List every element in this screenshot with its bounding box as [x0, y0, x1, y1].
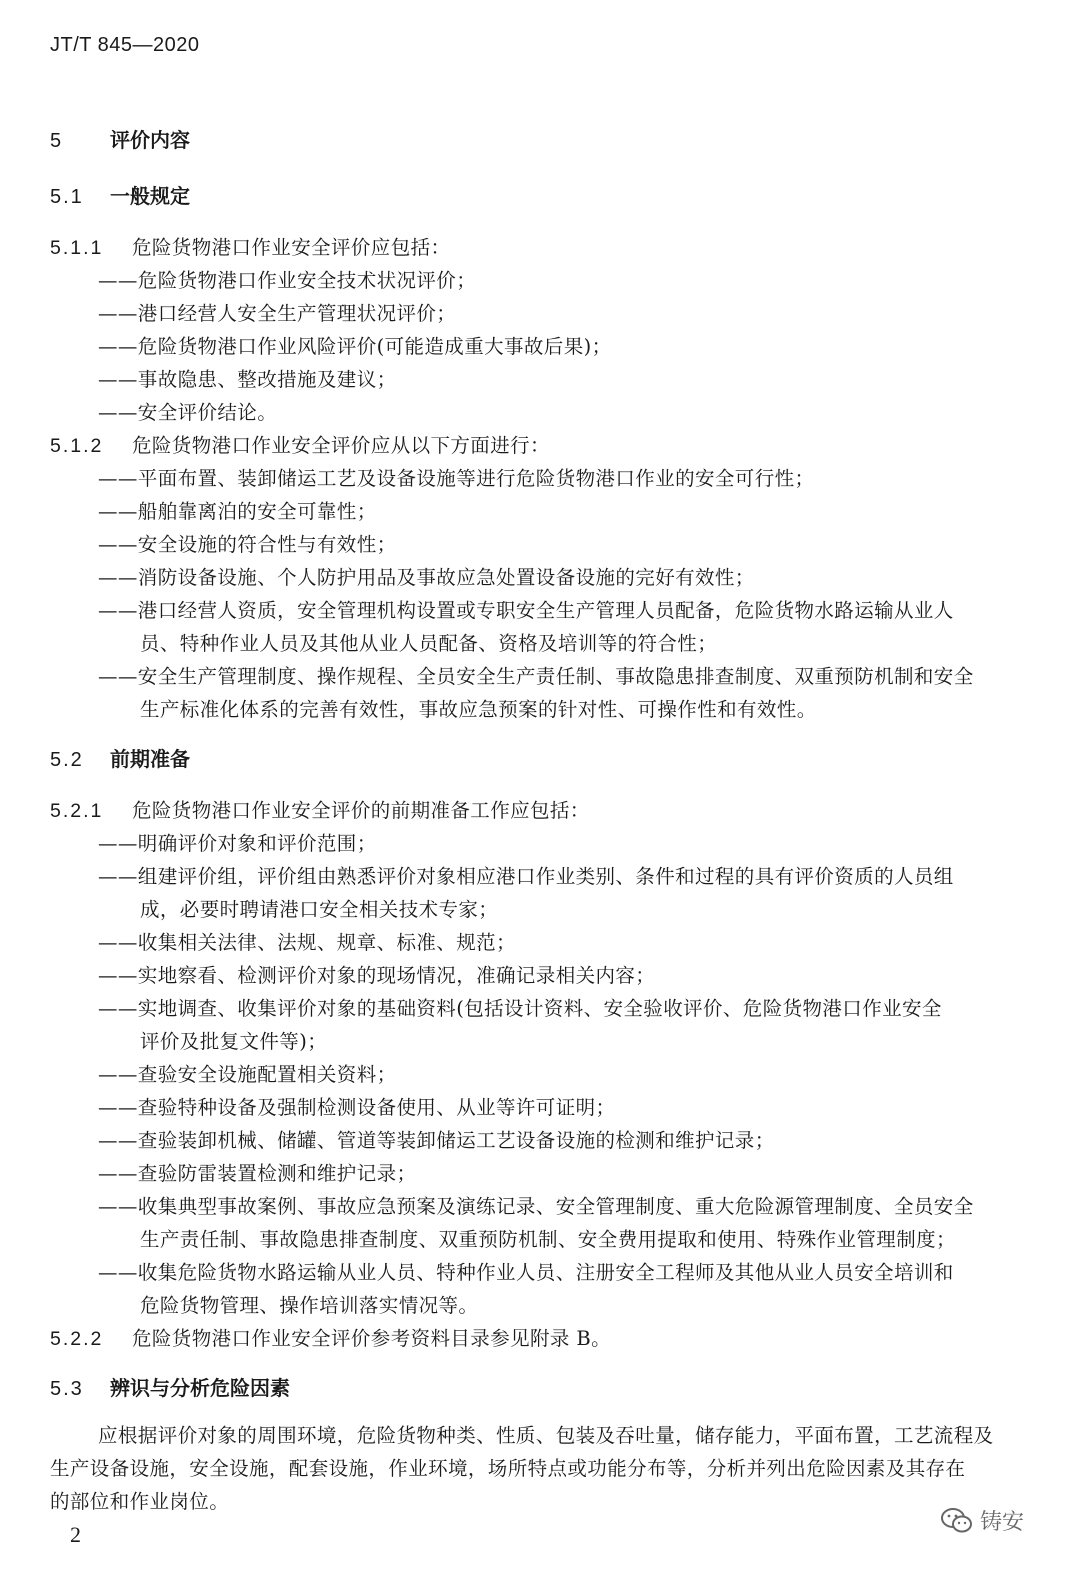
- list-item-continuation: 成，必要时聘请港口安全相关技术专家；: [140, 898, 499, 921]
- list-item: ——安全设施的符合性与有效性；: [98, 533, 397, 556]
- list-item: ——安全生产管理制度、操作规程、全员安全生产责任制、事故隐患排查制度、双重预防机制和安全: [98, 665, 974, 688]
- list-item: ——危险货物港口作业安全技术状况评价；: [98, 269, 477, 292]
- clause-intro: 危险货物港口作业安全评价应包括：: [132, 236, 451, 259]
- list-item-continuation: 生产标准化体系的完善有效性，事故应急预案的针对性、可操作性和有效性。: [140, 698, 817, 721]
- list-item-continuation: 生产责任制、事故隐患排查制度、双重预防机制、安全费用提取和使用、特殊作业管理制度；: [140, 1228, 956, 1251]
- clause-intro: 危险货物港口作业安全评价的前期准备工作应包括：: [132, 799, 590, 822]
- list-item: ——事故隐患、整改措施及建议；: [98, 368, 397, 391]
- list-item: ——收集典型事故案例、事故应急预案及演练记录、安全管理制度、重大危险源管理制度、全员安全: [98, 1195, 974, 1218]
- clause-number: 5.2.1: [50, 800, 104, 822]
- paragraph-line: 的部位和作业岗位。: [50, 1490, 230, 1513]
- list-item-continuation: 评价及批复文件等)；: [140, 1030, 328, 1053]
- list-item-continuation: 员、特种作业人员及其他从业人员配备、资格及培训等的符合性；: [140, 632, 718, 655]
- list-item: ——查验装卸机械、储罐、管道等装卸储运工艺设备设施的检测和维护记录；: [98, 1129, 775, 1152]
- section-number: 5.1: [50, 186, 84, 208]
- watermark: [940, 1505, 1024, 1536]
- list-item: ——收集相关法律、法规、规章、标准、规范；: [98, 931, 516, 954]
- list-item: ——收集危险货物水路运输从业人员、特种作业人员、注册安全工程师及其他从业人员安全培训和: [98, 1261, 954, 1284]
- section-5-3-heading: [50, 1372, 290, 1401]
- clause-intro: 危险货物港口作业安全评价参考资料目录参见附录 B。: [132, 1327, 612, 1350]
- list-item: ——明确评价对象和评价范围；: [98, 832, 377, 855]
- list-item: ——消防设备设施、个人防护用品及事故应急处置设备设施的完好有效性；: [98, 566, 755, 589]
- list-item: ——危险货物港口作业风险评价(可能造成重大事故后果)；: [98, 335, 612, 358]
- clause-number: 5.1.1: [50, 237, 104, 259]
- paragraph-line: 应根据评价对象的周围环境，危险货物种类、性质、包装及吞吐量，储存能力，平面布置，工艺流程及: [98, 1424, 994, 1447]
- clause-5-1-2: [50, 430, 550, 458]
- clause-5-2-2: [50, 1323, 611, 1351]
- list-item: ——查验安全设施配置相关资料；: [98, 1063, 397, 1086]
- clause-number: 5.2.2: [50, 1328, 104, 1350]
- clause-number: 5.1.2: [50, 435, 104, 457]
- clause-5-2-1: [50, 795, 590, 823]
- section-number: 5.2: [50, 749, 84, 771]
- watermark-text: 铸安: [980, 1510, 1025, 1535]
- section-number: 5: [50, 130, 64, 152]
- section-title: 前期准备: [110, 747, 190, 771]
- paragraph-line: 生产设备设施，安全设施，配套设施，作业环境，场所特点或功能分布等，分析并列出危险因素及其存在: [50, 1457, 966, 1480]
- page-number: 2: [70, 1522, 81, 1547]
- list-item: ——港口经营人安全生产管理状况评价；: [98, 302, 457, 325]
- clause-intro: 危险货物港口作业安全评价应从以下方面进行：: [132, 434, 550, 457]
- list-item: ——平面布置、装卸储运工艺及设备设施等进行危险货物港口作业的安全可行性；: [98, 467, 815, 490]
- section-title: 辨识与分析危险因素: [110, 1376, 290, 1400]
- wechat-icon: [940, 1507, 974, 1535]
- list-item: ——实地调查、收集评价对象的基础资料(包括设计资料、安全验收评价、危险货物港口作业安全: [98, 997, 942, 1020]
- list-item: ——查验特种设备及强制检测设备使用、从业等许可证明；: [98, 1096, 616, 1119]
- list-item: ——港口经营人资质，安全管理机构设置或专职安全生产管理人员配备，危险货物水路运输从业人: [98, 599, 954, 622]
- list-item: ——船舶靠离泊的安全可靠性；: [98, 500, 377, 523]
- list-item: ——组建评价组，评价组由熟悉评价对象相应港口作业类别、条件和过程的具有评价资质的人员组: [98, 865, 954, 888]
- list-item-continuation: 危险货物管理、操作培训落实情况等。: [140, 1294, 479, 1317]
- clause-5-1-1: [50, 232, 450, 260]
- list-item: ——安全评价结论。: [98, 401, 278, 424]
- section-5-1-heading: [50, 180, 190, 209]
- section-5-2-heading: [50, 743, 190, 772]
- section-title: 评价内容: [110, 128, 190, 152]
- section-5-heading: [50, 124, 190, 153]
- list-item: ——查验防雷装置检测和维护记录；: [98, 1162, 417, 1185]
- standard-code-header: JT/T 845—2020: [50, 34, 200, 56]
- list-item: ——实地察看、检测评价对象的现场情况，准确记录相关内容；: [98, 964, 656, 987]
- section-title: 一般规定: [110, 184, 190, 208]
- section-number: 5.3: [50, 1378, 84, 1400]
